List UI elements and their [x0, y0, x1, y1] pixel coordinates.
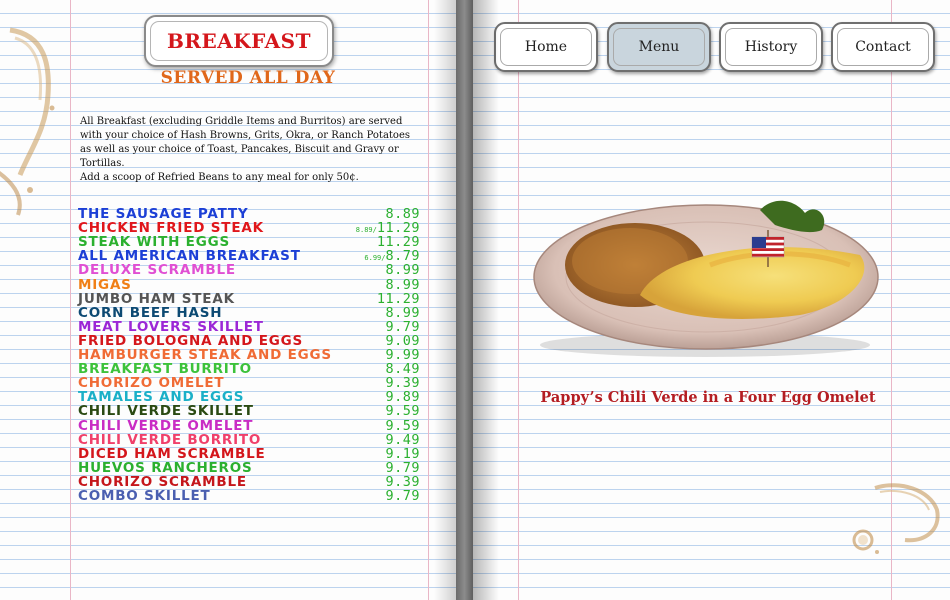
menu-item-price [385, 207, 420, 221]
description-text: All Breakfast (excluding Griddle Items and Burritos) are served with your choice of Hash Browns, Grits, Okra, or Ranch Potatoes as well as your choice of Toast, Pancakes, Biscuit and Gravy or Tortillas. [80, 116, 410, 169]
menu-item-name: CHORIZO OMELET [78, 375, 225, 392]
menu-item-price [385, 263, 420, 277]
menu-item [78, 475, 420, 489]
nav-history-label: History [725, 28, 817, 66]
menu-item-name: CHICKEN FRIED STEAK [78, 220, 264, 237]
menu-item-name: FRIED BOLOGNA AND EGGS [78, 332, 304, 349]
menu-item-price-value: 9.59 [385, 403, 420, 420]
book-spine [456, 0, 473, 600]
nav-contact-button[interactable] [831, 22, 935, 72]
menu-item-price [385, 461, 420, 475]
menu-item-price [377, 292, 420, 306]
menu-item-price [385, 334, 420, 348]
menu-item [78, 263, 420, 277]
menu-item [78, 278, 420, 292]
menu-item-price [377, 235, 420, 249]
menu-item [78, 348, 420, 362]
title-plaque [144, 15, 334, 67]
menu-item-price [385, 489, 420, 503]
menu-item [78, 461, 420, 475]
menu-item-price-value: 11.29 [376, 220, 420, 237]
menu-item-price-value: 9.39 [385, 375, 420, 392]
menu-item [78, 306, 420, 320]
menu-item-price [385, 376, 420, 390]
menu-item-name: MEAT LOVERS SKILLET [78, 318, 264, 335]
menu-item-price-value: 9.39 [385, 473, 420, 490]
menu-item-name: JUMBO HAM STEAK [78, 290, 235, 307]
menu-item-price [385, 433, 420, 447]
menu-item-price-value: 9.99 [385, 347, 420, 363]
menu-left-page [0, 0, 456, 600]
menu-item-price-value: 8.99 [385, 262, 420, 279]
menu-item-name: DELUXE SCRAMBLE [78, 262, 236, 279]
menu-item-price-value: 8.99 [385, 276, 420, 293]
margin-line [428, 0, 429, 600]
menu-item [78, 221, 420, 235]
menu-item [78, 235, 420, 249]
menu-item [78, 376, 420, 390]
description-addon: Add a scoop of Refried Beans to any meal for only 50¢. [80, 172, 359, 183]
menu-item-name: STEAK WITH EGGS [78, 234, 230, 251]
menu-item-name: CORN BEEF HASH [78, 304, 223, 321]
menu-item [78, 404, 420, 418]
menu-item-price [385, 404, 420, 418]
menu-item-name: HAMBURGER STEAK AND EGGS [78, 347, 332, 363]
menu-item-name: BREAKFAST BURRITO [78, 361, 252, 378]
nav-home-button[interactable] [494, 22, 598, 72]
flag-icon [752, 237, 784, 257]
menu-item-price-value: 9.89 [385, 389, 420, 406]
menu-item-name: COMBO SKILLET [78, 488, 211, 504]
menu-item-name: MIGAS [78, 276, 132, 293]
coffee-stain-icon [0, 20, 80, 220]
coffee-stain-icon [845, 480, 945, 560]
menu-item [78, 489, 420, 503]
menu-item-alt-price: 8.89/ [355, 226, 377, 235]
menu-item-price-value: 9.79 [385, 318, 420, 335]
menu-item-price [385, 419, 420, 433]
menu-item [78, 390, 420, 404]
nav-history-button[interactable] [719, 22, 823, 72]
menu-item-name: TAMALES AND EGGS [78, 389, 245, 406]
menu-item-price [385, 390, 420, 404]
menu-item [78, 447, 420, 461]
menu-item-price-value: 9.49 [385, 431, 420, 448]
menu-item-name: CHORIZO SCRAMBLE [78, 473, 247, 490]
menu-item-price-value: 9.79 [385, 459, 420, 476]
menu-item-price-value: 9.09 [385, 332, 420, 349]
menu-item-price-value: 9.59 [385, 417, 420, 434]
menu-item-price [385, 475, 420, 489]
photo-caption: Pappy’s Chili Verde in a Four Egg Omelet [540, 389, 876, 406]
menu-item [78, 320, 420, 334]
menu-item-price-value: 8.89 [385, 206, 420, 222]
breakfast-description [80, 115, 420, 185]
menu-item [78, 292, 420, 306]
nav-contact-label: Contact [837, 28, 929, 66]
menu-item [78, 207, 420, 221]
menu-item-alt-price: 6.99/ [364, 254, 386, 263]
menu-item [78, 433, 420, 447]
menu-item-price-value: 9.79 [385, 488, 420, 504]
nav-menu-button[interactable] [607, 22, 711, 72]
menu-item-name: HUEVOS RANCHEROS [78, 459, 253, 476]
menu-item-price-value: 9.19 [385, 445, 420, 462]
menu-item-price-value: 8.49 [385, 361, 420, 378]
menu-item-name: ALL AMERICAN BREAKFAST [78, 248, 301, 265]
menu-item-name: CHILI VERDE BORRITO [78, 431, 262, 448]
menu-item-price-value: 11.29 [376, 234, 420, 251]
margin-line [518, 0, 519, 600]
menu-item [78, 334, 420, 348]
menu-item-price-value: 11.29 [376, 290, 420, 307]
menu-item-price [385, 447, 420, 461]
menu-item-name: CHILI VERDE OMELET [78, 417, 254, 434]
menu-item [78, 419, 420, 433]
menu-item [78, 362, 420, 376]
menu-item-name: DICED HAM SCRAMBLE [78, 445, 266, 462]
menu-item-price [385, 278, 420, 292]
menu-item-price-value: 8.79 [385, 248, 420, 265]
nav-home-label: Home [500, 28, 592, 66]
menu-item-price [385, 348, 420, 362]
menu-item-name: THE SAUSAGE PATTY [78, 206, 249, 222]
menu-item-name: CHILI VERDE SKILLET [78, 403, 254, 420]
menu-item-price [385, 320, 420, 334]
menu-item-price [385, 362, 420, 376]
menu-item-price [385, 306, 420, 320]
omelet-plate-photo [530, 195, 885, 365]
nav-menu-label: Menu [613, 28, 705, 66]
page-subtitle: SERVED ALL DAY [160, 68, 336, 88]
menu-item-price-value: 8.99 [385, 304, 420, 321]
page-title: BREAKFAST [166, 29, 312, 53]
menu-item [78, 249, 420, 263]
